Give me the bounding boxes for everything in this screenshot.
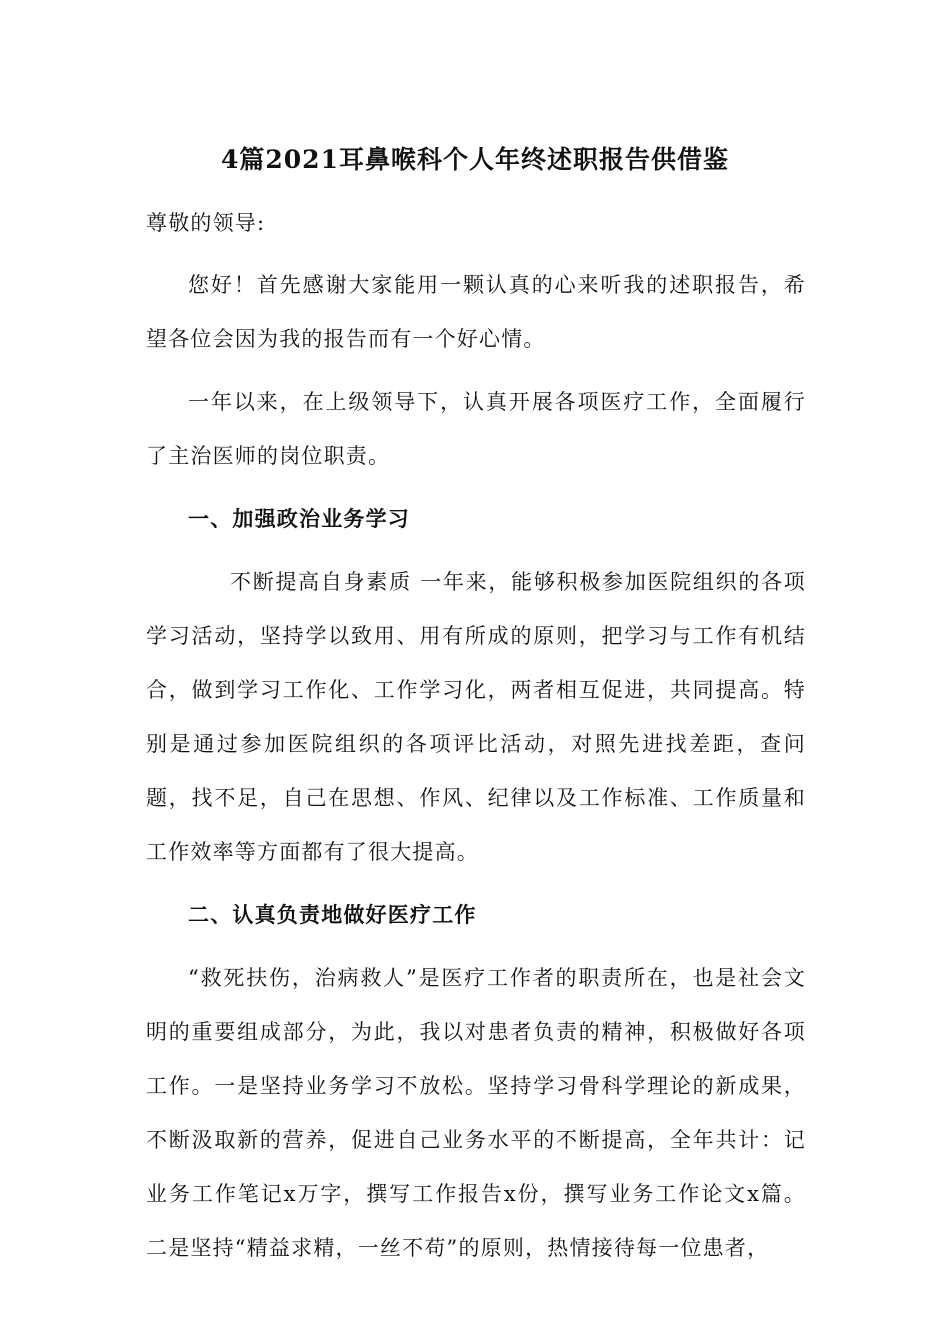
document-body <box>146 196 806 1284</box>
paragraph-greeting: 您好！首先感谢大家能用一颗认真的心来听我的述职报告，希望各位会因为我的报告而有一个好心情。 <box>146 273 806 351</box>
section-heading-medical-work: 二、认真负责地做好医疗工作 <box>188 902 477 927</box>
paragraph-overview: 一年以来，在上级领导下，认真开展各项医疗工作，全面履行了主治医师的岗位职责。 <box>146 390 806 468</box>
section-paragraph-study: 不断提高自身素质 一年来，能够积极参加医院组织的各项学习活动，坚持学以致用、用有所成的原则，把学习与工作有机结合，做到学习工作化、工作学习化，两者相互促进，共同提高。特别是通过参加医院组织的各项评比活动，对照先进找差距，查问题，找不足，自己在思想、作风、纪律以及工作标准、工作质量和工作效率等方面都有了很大提高。 <box>146 570 806 864</box>
section-heading-study: 一、加强政治业务学习 <box>188 506 410 531</box>
document-title: 4篇2021耳鼻喉科个人年终述职报告供借鉴 <box>221 145 729 174</box>
section-paragraph-medical-work: “救死扶伤，治病救人”是医疗工作者的职责所在，也是社会文明的重要组成部分，为此，我以对患者负责的精神，积极做好各项工作。一是坚持业务学习不放松。坚持学习骨科学理论的新成果，不断汲取新的营养，促进自己业务水平的不断提高，全年共计：记业务工作笔记x万字，撰写工作报告x份，撰写业务工作论文x篇。二是坚持“精益求精，一丝不苟”的原则，热情接待每一位患者， <box>146 966 806 1260</box>
salutation: 尊敬的领导: <box>146 211 266 235</box>
